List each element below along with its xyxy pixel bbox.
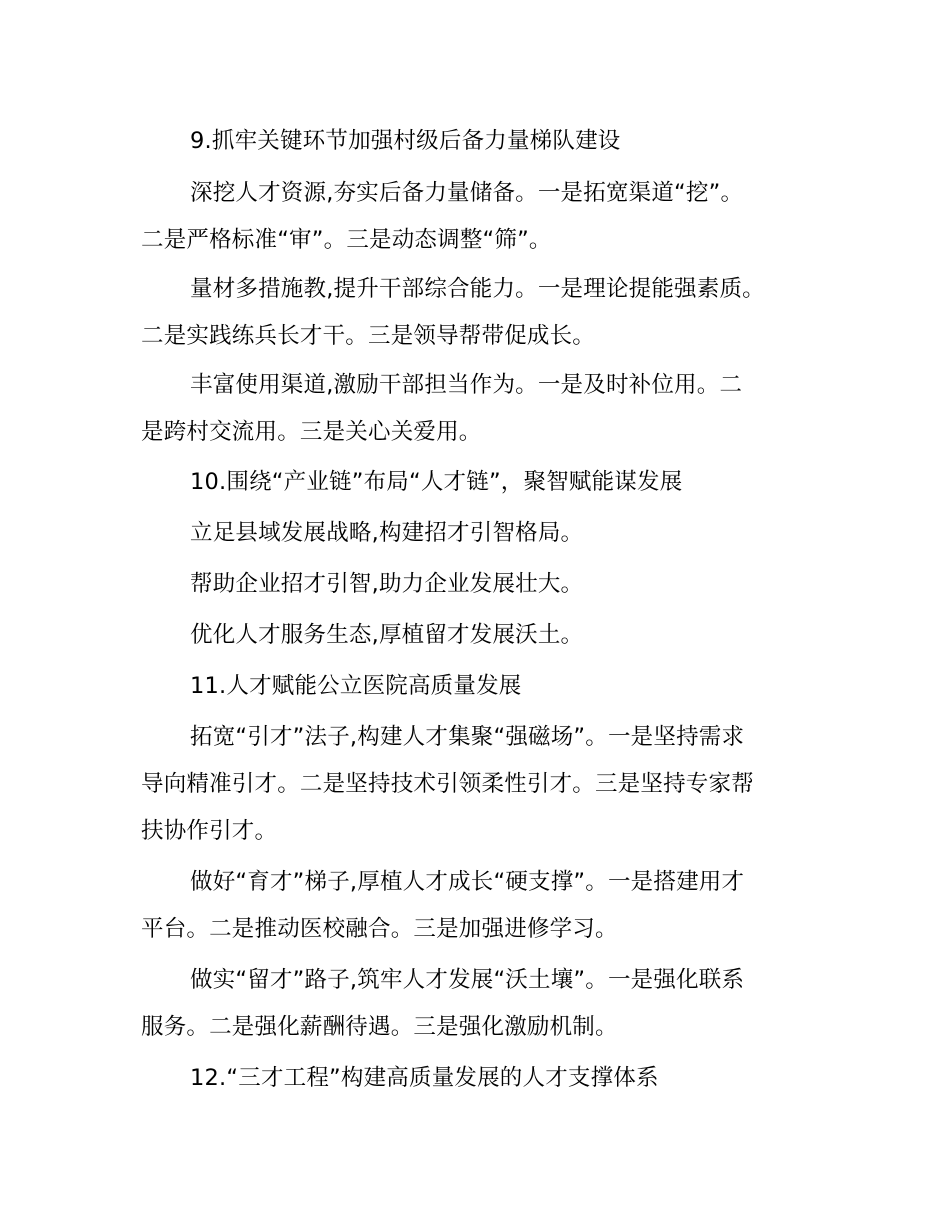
section-heading-12: 12.“三才工程”构建高质量发展的人才支撑体系 bbox=[190, 1065, 659, 1091]
section-heading-11: 11.人才赋能公立医院高质量发展 bbox=[190, 673, 522, 699]
paragraph-line: 二是严格标准“审”。三是动态调整“筛”。 bbox=[141, 227, 552, 253]
paragraph-line: 扶协作引才。 bbox=[141, 818, 278, 844]
paragraph-line: 平台。二是推动医校融合。三是加强进修学习。 bbox=[141, 916, 618, 942]
plain-paragraph: 立足县域发展战略,构建招才引智格局。 bbox=[190, 520, 584, 546]
paragraph-line: 二是实践练兵长才干。三是领导帮带促成长。 bbox=[141, 323, 596, 349]
paragraph-line: 丰富使用渠道,激励干部担当作为。一是及时补位用。二 bbox=[190, 372, 743, 398]
section-heading-10: 10.围绕“产业链”布局“人才链”，聚智赋能谋发展 bbox=[190, 469, 683, 495]
paragraph bbox=[141, 714, 831, 855]
paragraph-line: 做实“留才”路子,筑牢人才发展“沃土壤”。一是强化联系 bbox=[190, 967, 745, 993]
paragraph-line: 量材多措施教,提升干部综合能力。一是理论提能强素质。 bbox=[190, 276, 765, 302]
paragraph bbox=[141, 859, 831, 953]
document-page bbox=[141, 118, 831, 1102]
paragraph-line: 导向精准引才。二是坚持技术引领柔性引才。三是坚持专家帮 bbox=[141, 771, 754, 797]
paragraph bbox=[141, 266, 831, 360]
plain-paragraph: 帮助企业招才引智,助力企业发展壮大。 bbox=[190, 571, 584, 597]
plain-paragraph: 优化人才服务生态,厚植留才发展沃土。 bbox=[190, 622, 584, 648]
paragraph-line: 深挖人才资源,夯实后备力量储备。一是拓宽渠道“挖”。 bbox=[190, 180, 744, 206]
paragraph-line: 是跨村交流用。三是关心关爱用。 bbox=[141, 419, 482, 445]
paragraph-line: 拓宽“引才”法子,构建人才集聚“强磁场”。一是坚持需求 bbox=[190, 724, 745, 750]
section-heading-9: 9.抓牢关键环节加强村级后备力量梯队建设 bbox=[190, 128, 621, 154]
paragraph bbox=[141, 362, 831, 456]
paragraph bbox=[141, 170, 831, 264]
paragraph-line: 做好“育才”梯子,厚植人才成长“硬支撑”。一是搭建用才 bbox=[190, 869, 745, 895]
paragraph bbox=[141, 957, 831, 1051]
paragraph-line: 服务。二是强化薪酬待遇。三是强化激励机制。 bbox=[141, 1014, 618, 1040]
